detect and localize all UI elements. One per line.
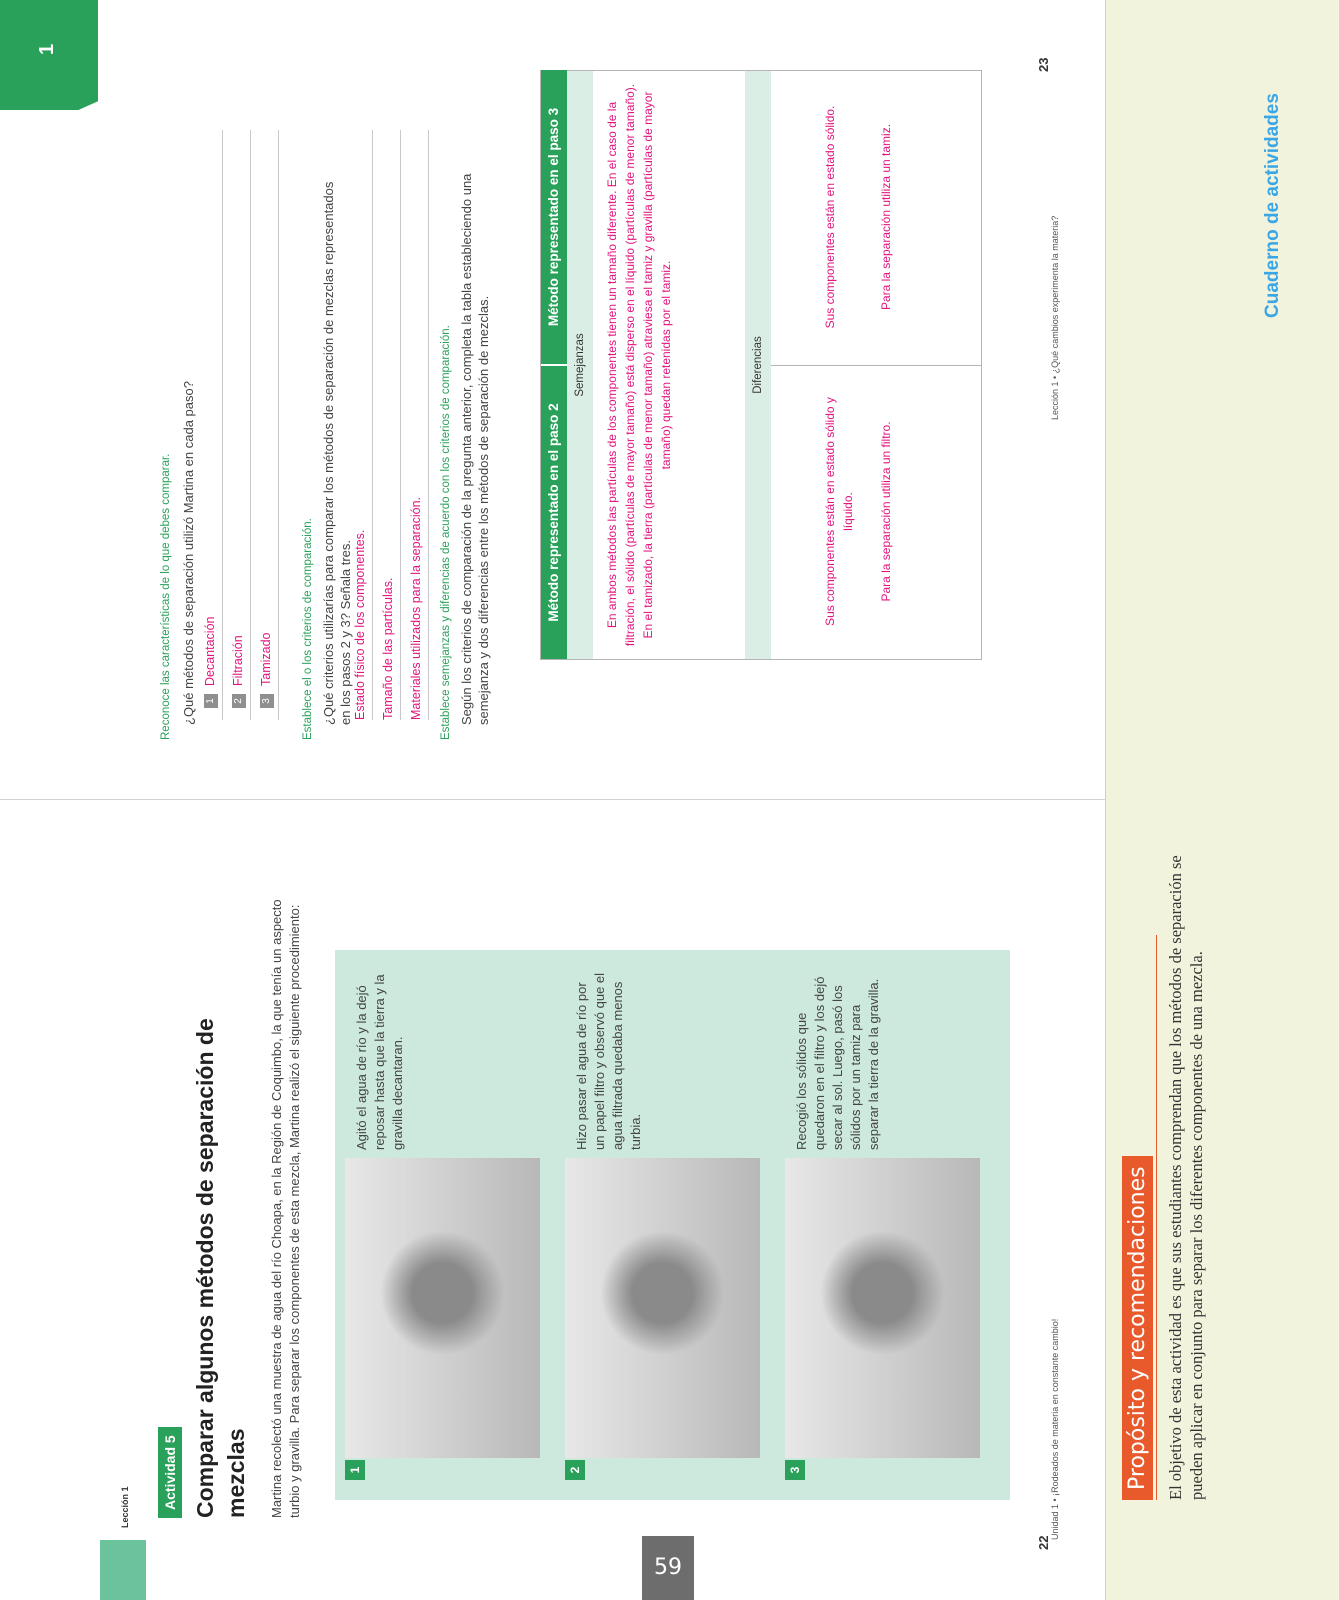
criteria-text: Tamaño de las partículas. [381,577,395,720]
answer-row-2 [226,130,251,720]
footer-right: Lección 1 • ¿Qué cambios experimenta la materia? [1050,215,1060,420]
lesson-label: Lección 1 [120,1486,130,1528]
purpose-text: El objetivo de esta actividad es que sus estudiantes comprendan que los métodos de separación se pueden aplicar en conjunto para separar los diferentes componentes de una mezcla. [1166,855,1206,1500]
purpose-underline [1156,935,1157,1500]
answer-row-3 [254,130,279,720]
unit-tab [0,0,98,110]
page-badge: 59 [642,1536,694,1600]
semejanza-text: En ambos métodos las partículas de los componentes tienen un tamaño diferente. En el caso de la filtración, el sólido (partículas de mayor tamaño) está disperso en el líquido (partículas de menor tamaño). En el tamizado, la tierra (partículas de menor tamaño) atraviesa el tamiz y gravilla (partículas de mayor tamaño) quedan retenidas por el tamiz. [605,83,673,647]
page-number-left: 22 [1036,1535,1051,1550]
steps-panel [335,950,1010,1500]
answer-row-1 [198,130,223,720]
step-number: 2 [565,1460,585,1480]
criteria-row-2 [376,130,401,720]
criteria-row-3 [404,130,429,720]
section-2-question: ¿Qué criterios utilizarías para comparar los métodos de separación de mezclas representados en los pasos 2 y 3? Señala tres. [321,181,353,725]
criteria-text: Materiales utilizados para la separación. [409,496,423,720]
step-number: 1 [345,1460,365,1480]
answer-text: Decantación [203,616,217,686]
step-text: Agitó el agua de río y la dejó reposar hasta que la tierra y la gravilla decantaran. [354,974,405,1150]
criteria-text: Estado físico de los componentes. [353,529,367,720]
answer-number: 2 [232,694,246,708]
table-header-col1: Método representado en el paso 2 [541,366,567,659]
activity-title: Comparar algunos métodos de separación de mezclas [192,1018,249,1518]
unit-number: 1 [36,43,58,55]
beaker-photo [345,1158,540,1458]
step-1 [345,960,550,1480]
comparison-table [540,70,982,660]
difference-col2-2: Para la separación utiliza un tamiz. [879,123,893,311]
page-divider [0,799,1105,800]
step-number: 3 [785,1460,805,1480]
section-3-heading: Establece semejanzas y diferencias de acuerdo con los criterios de comparación. [440,325,452,740]
filtration-photo [565,1158,760,1458]
semejanzas-label: Semejanzas [567,71,593,659]
section-1-question: ¿Qué métodos de separación utilizó Martina en cada paso? [181,381,196,725]
page-number-right: 23 [1036,57,1051,72]
table-header-col2: Método representado en el paso 3 [541,70,567,365]
difference-col2-1: Sus componentes están en estado sólido. [823,105,837,329]
section-3-question: Según los criterios de comparación de la pregunta anterior, completa la tabla estableciendo una semejanza y dos diferencias entre los métodos de separación de mezclas. [459,173,491,725]
difference-col1-1: Sus componentes están en estado sólido y líquido. [823,397,855,626]
step-text: Recogió los sólidos que quedaron en el filtro y los dejó secar al sol. Luego, pasó los sólidos por un tamiz para separar la tierra de la gravilla. [794,976,881,1150]
answer-text: Tamizado [259,632,273,686]
table-col-divider [771,365,981,366]
footer-left: Unidad 1 • ¡Rodeados de materia en constante cambio! [1050,1318,1060,1540]
answer-text: Filtración [231,635,245,686]
difference-col1-2: Para la separación utiliza un filtro. [879,421,893,602]
activity-intro: Martina recolectó una muestra de agua del río Choapa, en la Región de Coquimbo, la que tenía un aspecto turbio y gravilla. Para separar los componentes de esta mezcla, Martina realizó el siguiente procedimiento: [269,899,302,1518]
diferencias-label: Diferencias [745,71,771,659]
activity-badge: Actividad 5 [158,1427,182,1518]
section-2-heading: Establece el o los criterios de comparación. [302,518,314,740]
step-text: Hizo pasar el agua de río por un papel filtro y observó que el agua filtrada quedaba menos turbia. [574,972,643,1150]
step-2 [565,960,770,1480]
sieve-photo [785,1158,980,1458]
cuaderno-link[interactable]: Cuaderno de actividades [1262,93,1283,318]
answer-number: 1 [204,694,218,708]
answer-number: 3 [260,694,274,708]
step-3 [785,960,990,1480]
criteria-row-1 [348,130,373,720]
lesson-corner-tab [100,1540,146,1600]
section-1-heading: Reconoce las características de lo que debes comparar. [160,453,172,740]
purpose-title: Propósito y recomendaciones [1122,1156,1153,1500]
